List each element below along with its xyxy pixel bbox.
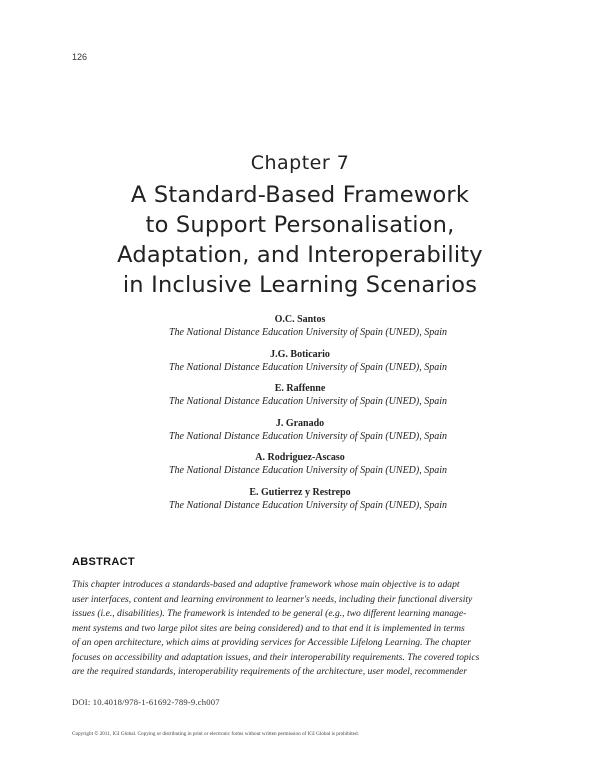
author-entry [0,313,600,348]
author-name: E. Raffenne [274,383,326,395]
author-affiliation: The National Distance Education University of Spain (UNED), Spain [168,361,448,373]
chapter-title-line: in Inclusive Learning Scenarios [122,272,478,298]
abstract-line: of an open architecture, which aims at providing services for Accessible Lifelong Learning. The chapter [72,637,471,648]
abstract-heading: ABSTRACT [72,556,135,568]
abstract-line: ment systems and two large pilot sites are being considered) and to that end it is implemented in terms [72,622,465,634]
chapter-title [40,180,560,300]
doi: DOI: 10.4018/978-1-61692-789-9.ch007 [72,697,220,707]
abstract-line: user interfaces, content and learning environment to learner's needs, including their functional diversity [72,593,473,605]
author-affiliation: The National Distance Education University of Spain (UNED), Spain [168,499,448,511]
author-affiliation: The National Distance Education University of Spain (UNED), Spain [168,430,448,442]
abstract-line: This chapter introduces a standards-based and adaptive framework whose main objective is to adapt [72,579,460,590]
author-entry [0,382,600,417]
chapter-title-line: to Support Personalisation, [145,212,455,238]
author-affiliation: The National Distance Education University of Spain (UNED), Spain [168,327,448,338]
author-entry [0,417,600,452]
abstract-body [72,578,528,680]
abstract-line: issues (i.e., disabilities). The framework is intended to be general (e.g., two different learning manage- [72,608,467,619]
abstract-line: are the required standards, interoperability requirements of the architecture, user model, recommender [72,666,468,677]
author-list [0,313,600,521]
author-affiliation: The National Distance Education University of Spain (UNED), Spain [168,396,448,408]
abstract-line: focuses on accessibility and adaptation issues, and their interoperability requirements. The covered topics [72,651,480,663]
author-affiliation: The National Distance Education University of Spain (UNED), Spain [168,465,448,477]
author-entry [0,451,600,486]
author-name: E. Gutierrez y Restrepo [249,486,351,498]
author-name: O.C. Santos [274,314,326,325]
author-name: J.G. Boticario [270,348,330,360]
copyright-notice: Copyright © 2011, IGI Global. Copying or distributing in print or electronic forms without written permission of IGI Global is prohibited. [72,731,359,737]
author-name: A. Rodriguez-Ascaso [255,452,345,464]
chapter-title-line: Adaptation, and Interoperability [117,242,483,268]
page-number: 126 [72,52,88,62]
chapter-title-line: A Standard-Based Framework [130,182,470,208]
author-entry [0,348,600,383]
author-name: J. Granado [275,417,325,429]
chapter-label: Chapter 7 [250,152,350,174]
author-entry [0,486,600,521]
